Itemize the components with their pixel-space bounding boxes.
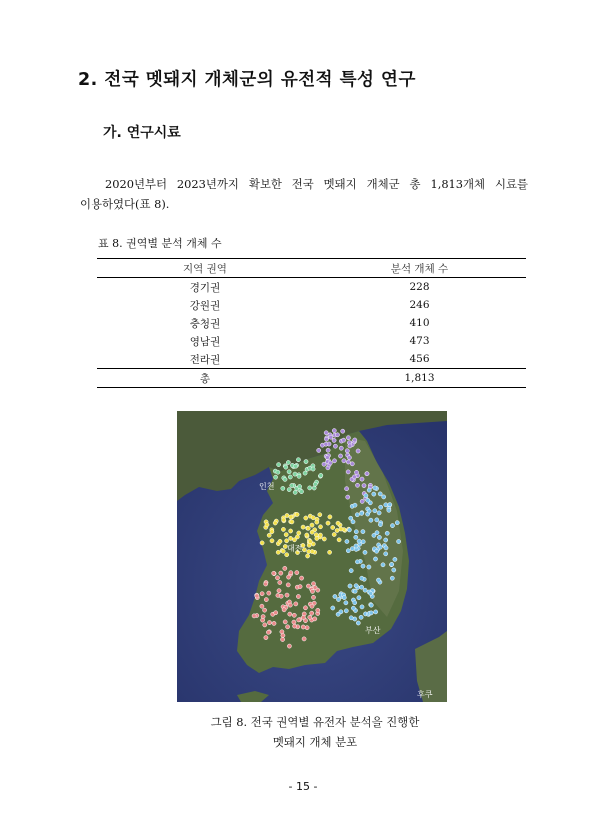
chungcheong-sample-point — [289, 536, 293, 540]
yeongnam-sample-point — [374, 610, 378, 614]
region-cell: 강원권 — [189, 299, 221, 312]
yeongnam-sample-point — [375, 549, 379, 553]
yeongnam-sample-point — [373, 557, 377, 561]
jeolla-sample-point — [310, 589, 314, 593]
jeolla-sample-point — [289, 571, 293, 575]
gangwon-sample-point — [355, 483, 359, 487]
yeongnam-sample-point — [378, 523, 382, 527]
jeolla-sample-point — [313, 617, 317, 621]
yeongnam-sample-point — [354, 530, 358, 534]
yeongnam-sample-point — [360, 511, 364, 515]
count-cell: 473 — [409, 335, 430, 347]
gangwon-sample-point — [354, 470, 358, 474]
gangwon-sample-point — [335, 433, 339, 437]
jeolla-sample-point — [283, 566, 287, 570]
yeongnam-sample-point — [385, 531, 389, 535]
yeongnam-sample-point — [376, 578, 380, 582]
yeongnam-sample-point — [377, 535, 381, 539]
yeongnam-sample-point — [353, 503, 357, 507]
yeongnam-sample-point — [373, 486, 377, 490]
yeongnam-sample-point — [359, 615, 363, 619]
gangwon-sample-point — [332, 438, 336, 442]
jeolla-sample-point — [287, 644, 291, 648]
jeolla-sample-point — [310, 611, 314, 615]
yeongnam-sample-point — [360, 585, 364, 589]
yeongnam-sample-point — [384, 546, 388, 550]
jeolla-sample-point — [313, 586, 317, 590]
yeongnam-sample-point — [356, 621, 360, 625]
yeongnam-sample-point — [366, 498, 370, 502]
yeongnam-sample-point — [381, 563, 385, 567]
table-row — [97, 278, 526, 297]
yeongnam-sample-point — [361, 530, 365, 534]
jeolla-sample-point — [274, 611, 278, 615]
gangwon-sample-point — [332, 459, 336, 463]
yeongnam-sample-point — [363, 588, 367, 592]
chungcheong-sample-point — [270, 530, 274, 534]
jeolla-sample-point — [302, 637, 306, 641]
yeongnam-sample-point — [350, 547, 354, 551]
chungcheong-sample-point — [282, 518, 286, 522]
jeolla-sample-point — [287, 575, 291, 579]
count-cell: 246 — [409, 299, 430, 311]
yeongnam-sample-point — [357, 596, 361, 600]
jeolla-sample-point — [311, 595, 315, 599]
yeongnam-sample-point — [377, 511, 381, 515]
yeongnam-sample-point — [369, 591, 373, 595]
yeongnam-sample-point — [372, 492, 376, 496]
yeongnam-sample-point — [369, 518, 373, 522]
header-region: 지역 권역 — [97, 259, 313, 278]
chungcheong-sample-point — [307, 550, 311, 554]
gangwon-sample-point — [365, 472, 369, 476]
gangwon-sample-point — [362, 484, 366, 488]
chungcheong-sample-point — [285, 553, 289, 557]
jeolla-sample-point — [266, 630, 270, 634]
chungcheong-sample-point — [305, 533, 309, 537]
chungcheong-sample-point — [289, 515, 293, 519]
chungcheong-sample-point — [295, 512, 299, 516]
gyeonggi-sample-point — [308, 486, 312, 490]
jeolla-sample-point — [294, 602, 298, 606]
gangwon-sample-point — [342, 438, 346, 442]
paragraph-line-1: 2020년부터 2023년까지 확보한 전국 멧돼지 개체군 총 1,813개체 시료를 — [105, 177, 528, 191]
gyeonggi-sample-point — [288, 475, 292, 479]
count-cell: 456 — [409, 353, 430, 365]
gangwon-sample-point — [352, 475, 356, 479]
yeongnam-sample-point — [390, 524, 394, 528]
jeolla-sample-point — [285, 593, 289, 597]
jeolla-sample-point — [288, 603, 292, 607]
gangwon-sample-point — [342, 459, 346, 463]
gangwon-sample-point — [360, 499, 364, 503]
yeongnam-sample-point — [375, 518, 379, 522]
yeongnam-sample-point — [345, 539, 349, 543]
jeolla-sample-point — [292, 613, 296, 617]
jeolla-sample-point — [278, 580, 282, 584]
jeolla-sample-point — [303, 606, 307, 610]
section-title: 2. 전국 멧돼지 개체군의 유전적 특성 연구 — [78, 70, 416, 90]
chungcheong-sample-point — [281, 549, 285, 553]
gangwon-sample-point — [353, 438, 357, 442]
yeongnam-sample-point — [333, 594, 337, 598]
gangwon-sample-point — [324, 431, 328, 435]
jeolla-sample-point — [280, 630, 284, 634]
table-header-row — [97, 259, 526, 278]
chungcheong-sample-point — [328, 550, 332, 554]
gyeonggi-sample-point — [287, 488, 291, 492]
jeolla-sample-point — [264, 598, 268, 602]
region-sample-table — [97, 258, 526, 388]
figure-caption-line-2: 멧돼지 개체 분포 — [272, 735, 358, 749]
chungcheong-sample-point — [302, 548, 306, 552]
distribution-map — [177, 411, 447, 702]
yeongnam-sample-point — [367, 488, 371, 492]
chungcheong-sample-point — [332, 532, 336, 536]
yeongnam-sample-point — [384, 552, 388, 556]
gangwon-sample-point — [360, 477, 364, 481]
gangwon-sample-point — [346, 436, 350, 440]
jeolla-sample-point — [308, 615, 312, 619]
map-label-fukuoka: 후쿠 — [417, 690, 433, 699]
jeolla-sample-point — [279, 594, 283, 598]
jeolla-sample-point — [295, 571, 299, 575]
jeolla-sample-point — [260, 604, 264, 608]
yeongnam-sample-point — [355, 513, 359, 517]
yeongnam-sample-point — [351, 606, 355, 610]
gyeonggi-sample-point — [311, 467, 315, 471]
jeolla-sample-point — [263, 608, 267, 612]
chungcheong-sample-point — [331, 525, 335, 529]
jeolla-sample-point — [301, 615, 305, 619]
yeongnam-sample-point — [353, 589, 357, 593]
jeolla-sample-point — [286, 625, 290, 629]
chungcheong-sample-point — [270, 539, 274, 543]
chungcheong-sample-point — [306, 554, 310, 558]
gyeonggi-sample-point — [284, 465, 288, 469]
yeongnam-sample-point — [354, 535, 358, 539]
yeongnam-sample-point — [369, 603, 373, 607]
gangwon-sample-point — [333, 444, 337, 448]
gyeonggi-sample-point — [287, 470, 291, 474]
jeolla-sample-point — [305, 626, 309, 630]
gyeonggi-sample-point — [286, 460, 290, 464]
yeongnam-sample-point — [360, 576, 364, 580]
gangwon-sample-point — [345, 449, 349, 453]
jeolla-sample-point — [286, 583, 290, 587]
chungcheong-sample-point — [304, 516, 308, 520]
yeongnam-sample-point — [360, 605, 364, 609]
chungcheong-sample-point — [335, 528, 339, 532]
yeongnam-sample-point — [361, 564, 365, 568]
yeongnam-sample-point — [369, 611, 373, 615]
yeongnam-sample-point — [344, 601, 348, 605]
chungcheong-sample-point — [281, 527, 285, 531]
gangwon-sample-point — [324, 437, 328, 441]
chungcheong-sample-point — [326, 521, 330, 525]
gangwon-sample-point — [325, 455, 329, 459]
gangwon-sample-point — [346, 460, 350, 464]
yeongnam-sample-point — [395, 521, 399, 525]
jeolla-sample-point — [292, 620, 296, 624]
chungcheong-sample-point — [339, 527, 343, 531]
gyeonggi-sample-point — [319, 473, 323, 477]
yeongnam-sample-point — [357, 539, 361, 543]
yeongnam-sample-point — [347, 528, 351, 532]
jeolla-sample-point — [283, 620, 287, 624]
gyeonggi-sample-point — [299, 490, 303, 494]
region-cell: 영남권 — [189, 335, 221, 348]
map-label-incheon: 인천 — [259, 482, 275, 491]
total-label-cell: 총 — [97, 369, 313, 388]
gyeonggi-sample-point — [298, 484, 302, 488]
jeolla-sample-point — [264, 636, 268, 640]
chungcheong-sample-point — [308, 540, 312, 544]
chungcheong-sample-point — [336, 521, 340, 525]
body-paragraph — [80, 174, 528, 214]
total-count-cell: 1,813 — [313, 369, 526, 388]
chungcheong-sample-point — [278, 539, 282, 543]
chungcheong-sample-point — [301, 525, 305, 529]
yeongnam-sample-point — [373, 509, 377, 513]
gangwon-sample-point — [329, 435, 333, 439]
gyeonggi-sample-point — [274, 475, 278, 479]
gangwon-sample-point — [341, 429, 345, 433]
gyeonggi-sample-point — [312, 486, 316, 490]
jeolla-sample-point — [279, 571, 283, 575]
jeolla-sample-point — [255, 594, 259, 598]
gangwon-sample-point — [339, 446, 343, 450]
gangwon-sample-point — [332, 429, 336, 433]
gyeonggi-sample-point — [293, 472, 297, 476]
jeolla-sample-point — [298, 585, 302, 589]
jeolla-sample-point — [277, 589, 281, 593]
yeongnam-sample-point — [379, 505, 383, 509]
yeongnam-sample-point — [388, 503, 392, 507]
map-label-daejeon: 대전 — [287, 544, 303, 553]
header-count: 분석 개체 수 — [313, 259, 526, 278]
yeongnam-sample-point — [367, 565, 371, 569]
yeongnam-sample-point — [346, 549, 350, 553]
gyeonggi-sample-point — [303, 471, 307, 475]
yeongnam-sample-point — [348, 584, 352, 588]
chungcheong-sample-point — [310, 530, 314, 534]
chungcheong-sample-point — [289, 529, 293, 533]
yeongnam-sample-point — [336, 612, 340, 616]
table-row — [97, 332, 526, 350]
jeolla-sample-point — [267, 621, 271, 625]
gangwon-sample-point — [345, 487, 349, 491]
gyeonggi-sample-point — [296, 458, 300, 462]
gyeonggi-sample-point — [283, 477, 287, 481]
gyeonggi-sample-point — [276, 470, 280, 474]
yeongnam-sample-point — [354, 584, 358, 588]
yeongnam-sample-point — [344, 609, 348, 613]
yeongnam-sample-point — [390, 576, 394, 580]
gangwon-sample-point — [348, 444, 352, 448]
yeongnam-sample-point — [382, 495, 386, 499]
figure-caption — [180, 712, 450, 752]
chungcheong-sample-point — [285, 513, 289, 517]
gyeonggi-sample-point — [304, 460, 308, 464]
region-cell: 경기권 — [189, 281, 221, 294]
yeongnam-sample-point — [392, 568, 396, 572]
yeongnam-sample-point — [387, 508, 391, 512]
gangwon-sample-point — [356, 449, 360, 453]
chungcheong-sample-point — [276, 550, 280, 554]
yeongnam-sample-point — [361, 540, 365, 544]
jeolla-sample-point — [311, 582, 315, 586]
chungcheong-sample-point — [310, 523, 314, 527]
gyeonggi-sample-point — [293, 490, 297, 494]
gyeonggi-sample-point — [294, 464, 298, 468]
jeolla-sample-point — [296, 594, 300, 598]
yeongnam-sample-point — [367, 509, 371, 513]
jeolla-sample-point — [297, 618, 301, 622]
gangwon-sample-point — [328, 461, 332, 465]
chungcheong-sample-point — [318, 513, 322, 517]
chungcheong-sample-point — [297, 531, 301, 535]
yeongnam-sample-point — [336, 597, 340, 601]
chungcheong-sample-point — [315, 520, 319, 524]
jeolla-sample-point — [310, 604, 314, 608]
gyeonggi-sample-point — [313, 482, 317, 486]
subsection-title: 가. 연구시료 — [103, 125, 181, 141]
region-cell: 충청권 — [189, 317, 221, 330]
chungcheong-sample-point — [328, 515, 332, 519]
table-row — [97, 296, 526, 314]
chungcheong-sample-point — [314, 533, 318, 537]
yeongnam-sample-point — [342, 596, 346, 600]
jeolla-sample-point — [260, 592, 264, 596]
jeolla-sample-point — [306, 584, 310, 588]
jeolla-sample-point — [264, 582, 268, 586]
region-cell: 전라권 — [189, 353, 221, 366]
gangwon-sample-point — [338, 454, 342, 458]
gyeonggi-sample-point — [281, 486, 285, 490]
gyeonggi-sample-point — [290, 483, 294, 487]
jeolla-sample-point — [281, 637, 285, 641]
jeolla-sample-point — [263, 623, 267, 627]
gyeonggi-sample-point — [297, 474, 301, 478]
yeongnam-sample-point — [378, 492, 382, 496]
chungcheong-sample-point — [284, 533, 288, 537]
chungcheong-sample-point — [318, 533, 322, 537]
yeongnam-sample-point — [363, 550, 367, 554]
jeolla-sample-point — [316, 608, 320, 612]
chungcheong-sample-point — [267, 533, 271, 537]
yeongnam-sample-point — [390, 562, 394, 566]
gangwon-sample-point — [347, 456, 351, 460]
yeongnam-sample-point — [354, 544, 358, 548]
chungcheong-sample-point — [337, 538, 341, 542]
yeongnam-sample-point — [349, 569, 353, 573]
jeolla-sample-point — [252, 614, 256, 618]
chungcheong-sample-point — [290, 520, 294, 524]
chungcheong-sample-point — [322, 537, 326, 541]
yeongnam-sample-point — [351, 520, 355, 524]
gangwon-sample-point — [326, 448, 330, 452]
gangwon-sample-point — [324, 442, 328, 446]
yeongnam-sample-point — [364, 494, 368, 498]
chungcheong-sample-point — [265, 523, 269, 527]
yeongnam-sample-point — [331, 606, 335, 610]
yeongnam-sample-point — [393, 557, 397, 561]
page-number: - 15 - — [288, 780, 318, 793]
yeongnam-sample-point — [372, 533, 376, 537]
table-row — [97, 350, 526, 369]
jeolla-sample-point — [261, 615, 265, 619]
yeongnam-sample-point — [384, 538, 388, 542]
chungcheong-sample-point — [318, 525, 322, 529]
jeolla-sample-point — [288, 612, 292, 616]
gangwon-sample-point — [350, 462, 354, 466]
jeolla-sample-point — [272, 621, 276, 625]
chungcheong-sample-point — [295, 535, 299, 539]
figure-caption-line-1: 그림 8. 전국 권역별 유전자 분석을 진행한 — [210, 715, 420, 729]
chungcheong-sample-point — [285, 539, 289, 543]
chungcheong-sample-point — [311, 516, 315, 520]
jeolla-sample-point — [275, 576, 279, 580]
table-total-row — [97, 369, 526, 388]
map-label-busan: 부산 — [365, 626, 381, 635]
gangwon-sample-point — [346, 495, 350, 499]
chungcheong-sample-point — [306, 526, 310, 530]
gangwon-sample-point — [346, 470, 350, 474]
yeongnam-sample-point — [353, 601, 357, 605]
yeongnam-sample-point — [397, 539, 401, 543]
jeolla-sample-point — [300, 576, 304, 580]
jeolla-sample-point — [267, 591, 271, 595]
yeongnam-sample-point — [384, 503, 388, 507]
table-caption: 표 8. 권역별 분석 개체 수 — [98, 237, 222, 250]
yeongnam-sample-point — [349, 616, 353, 620]
jeolla-sample-point — [293, 624, 297, 628]
gangwon-sample-point — [317, 448, 321, 452]
chungcheong-sample-point — [273, 521, 277, 525]
count-cell: 228 — [409, 281, 430, 293]
gyeonggi-sample-point — [277, 463, 281, 467]
yeongnam-sample-point — [355, 560, 359, 564]
chungcheong-sample-point — [260, 541, 264, 545]
jeolla-sample-point — [301, 625, 305, 629]
paragraph-line-2: 이용하였다(표 8). — [80, 197, 170, 211]
count-cell: 410 — [409, 317, 430, 329]
jeolla-sample-point — [282, 608, 286, 612]
jeolla-sample-point — [272, 571, 276, 575]
table-row — [97, 314, 526, 332]
